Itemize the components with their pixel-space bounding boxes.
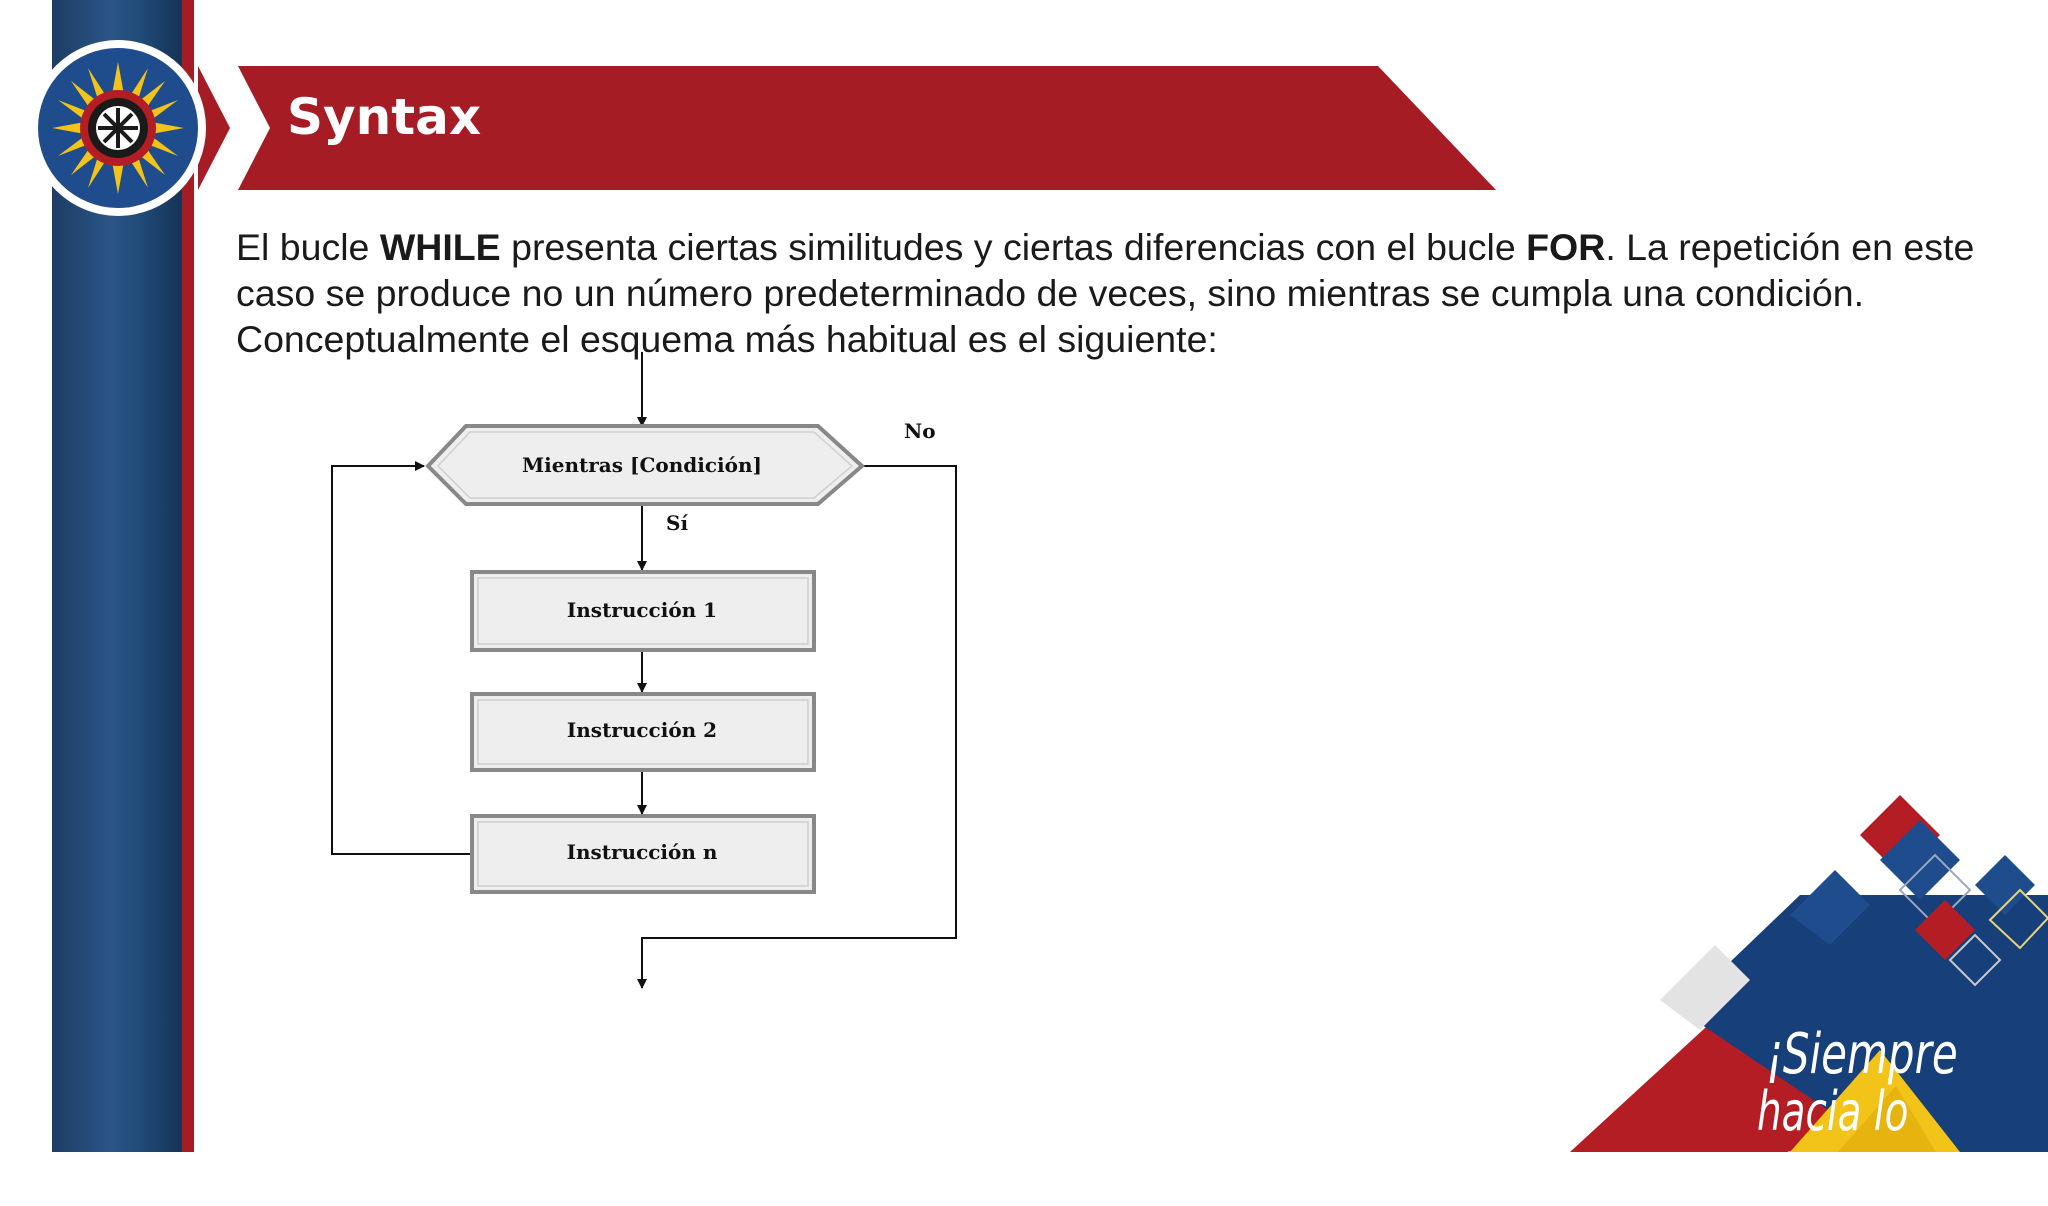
- slogan-line-1: ¡Siempre: [1766, 1022, 1958, 1087]
- for-keyword: FOR: [1526, 226, 1606, 268]
- while-keyword: WHILE: [379, 226, 501, 268]
- no-label: No: [904, 419, 936, 443]
- yes-label: Sí: [666, 511, 689, 535]
- paragraph-text-1: El bucle: [236, 226, 380, 268]
- slide-title: Syntax: [287, 88, 482, 146]
- instruction-2-label: Instrucción 2: [566, 718, 718, 742]
- paragraph-text-3: . La repetición en este caso se produce no un número predeterminado de veces, sino mientras se cumpla una condición. Conceptualmente el esquema más habitual es el siguiente:: [236, 226, 1975, 360]
- instruction-1-label: Instrucción 1: [566, 598, 718, 622]
- paragraph-text-2: presenta ciertas similitudes y ciertas diferencias con el bucle: [500, 226, 1527, 268]
- instruction-n-label: Instrucción n: [566, 840, 718, 864]
- slogan-line-2: hacia lo alto!: [1757, 1080, 1909, 1206]
- condition-label: Mientras [Condición]: [522, 453, 762, 477]
